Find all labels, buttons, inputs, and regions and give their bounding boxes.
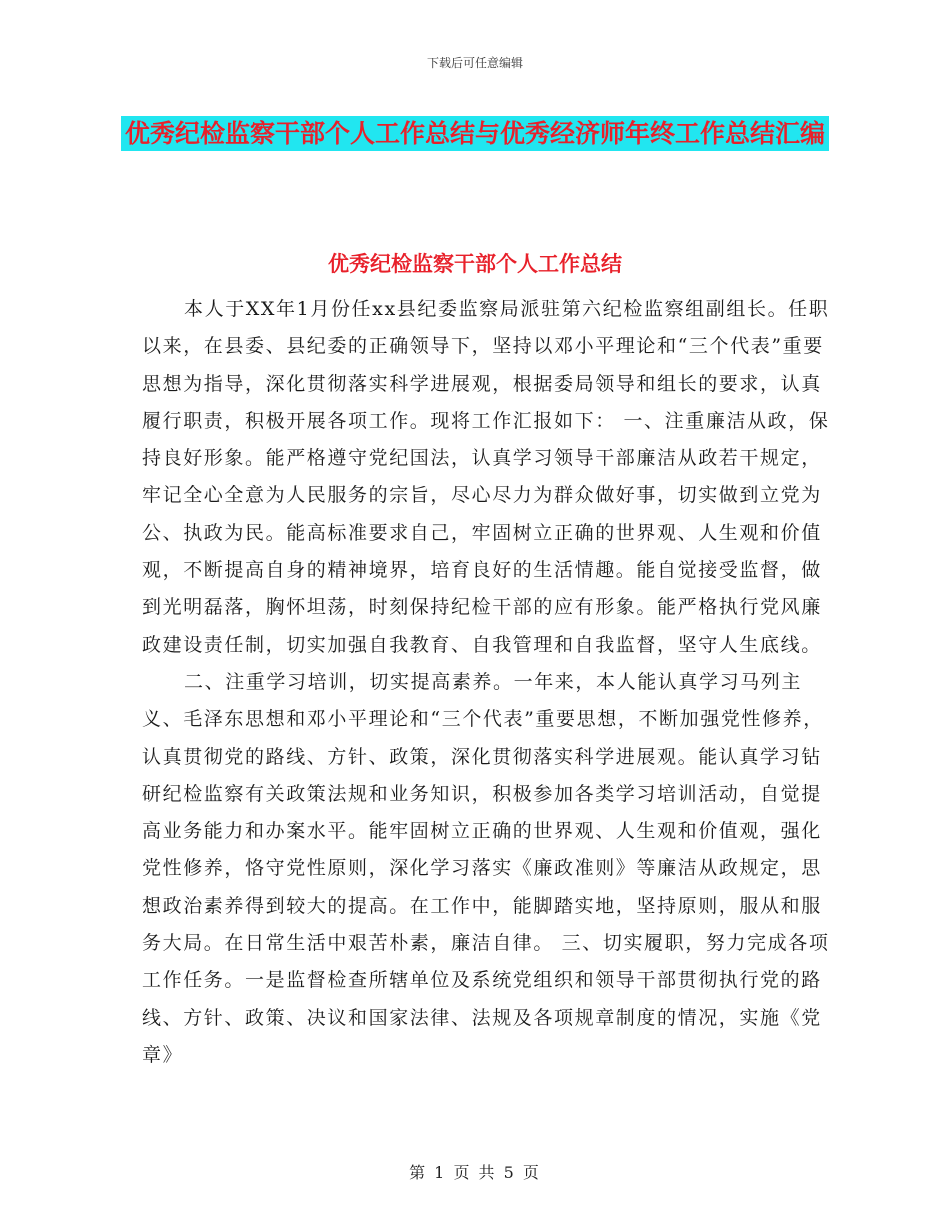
header-note: 下载后可任意编辑 bbox=[426, 56, 523, 70]
section-title: 优秀纪检监察干部个人工作总结 bbox=[328, 252, 622, 276]
paragraph: 本人于XX年1月份任xx县纪委监察局派驻第六纪检监察组副组长。任职以来，在县委、县纪委的正确领导下，坚持以邓小平理论和“三个代表”重要思想为指导，深化贯彻落实科学进展观，根据委局领导和组长的要求，认真履行职责，积极开展各项工作。现将工作汇报如下： 一、注重廉洁从政，保持良好形象。能严格遵守党纪国法，认真学习领导干部廉洁从政若干规定，牢记全心全意为人民服务的宗旨，尽心尽力为群众做好事，切实做到立党为公、执政为民。能高标准要求自己，牢固树立正确的世界观、人生观和价值观，不断提高自身的精神境界，培育良好的生活情趣。能自觉接受监督，做到光明磊落，胸怀坦荡，时刻保持纪检干部的应有形象。能严格执行党风廉政建设责任制，切实加强自我教育、自我管理和自我监督，坚守人生底线。 bbox=[142, 298, 830, 656]
paragraph: 二、注重学习培训，切实提高素养。一年来，本人能认真学习马列主义、毛泽东思想和邓小平理论和“三个代表”重要思想，不断加强党性修养，认真贯彻党的路线、方针、政策，深化贯彻落实科学进展观。能认真学习钻研纪检监察有关政策法规和业务知识，积极参加各类学习培训活动，自觉提高业务能力和办案水平。能牢固树立正确的世界观、人生观和价值观，强化党性修养，恪守党性原则，深化学习落实《廉政准则》等廉洁从政规定，思想政治素养得到较大的提高。在工作中，能脚踏实地，坚持原则，服从和服务大局。在日常生活中艰苦朴素，廉洁自律。 三、切实履职，努力完成各项工作任务。一是监督检查所辖单位及系统党组织和领导干部贯彻执行党的路线、方针、政策、决议和国家法律、法规及各项规章制度的情况，实施《党章》 bbox=[142, 670, 830, 1066]
page-number: 第 1 页 共 5 页 bbox=[409, 1163, 541, 1182]
document-body bbox=[142, 291, 832, 1074]
document-title-text: 优秀纪检监察干部个人工作总结与优秀经济师年终工作总结汇编 bbox=[121, 116, 829, 151]
document-title bbox=[120, 108, 830, 160]
